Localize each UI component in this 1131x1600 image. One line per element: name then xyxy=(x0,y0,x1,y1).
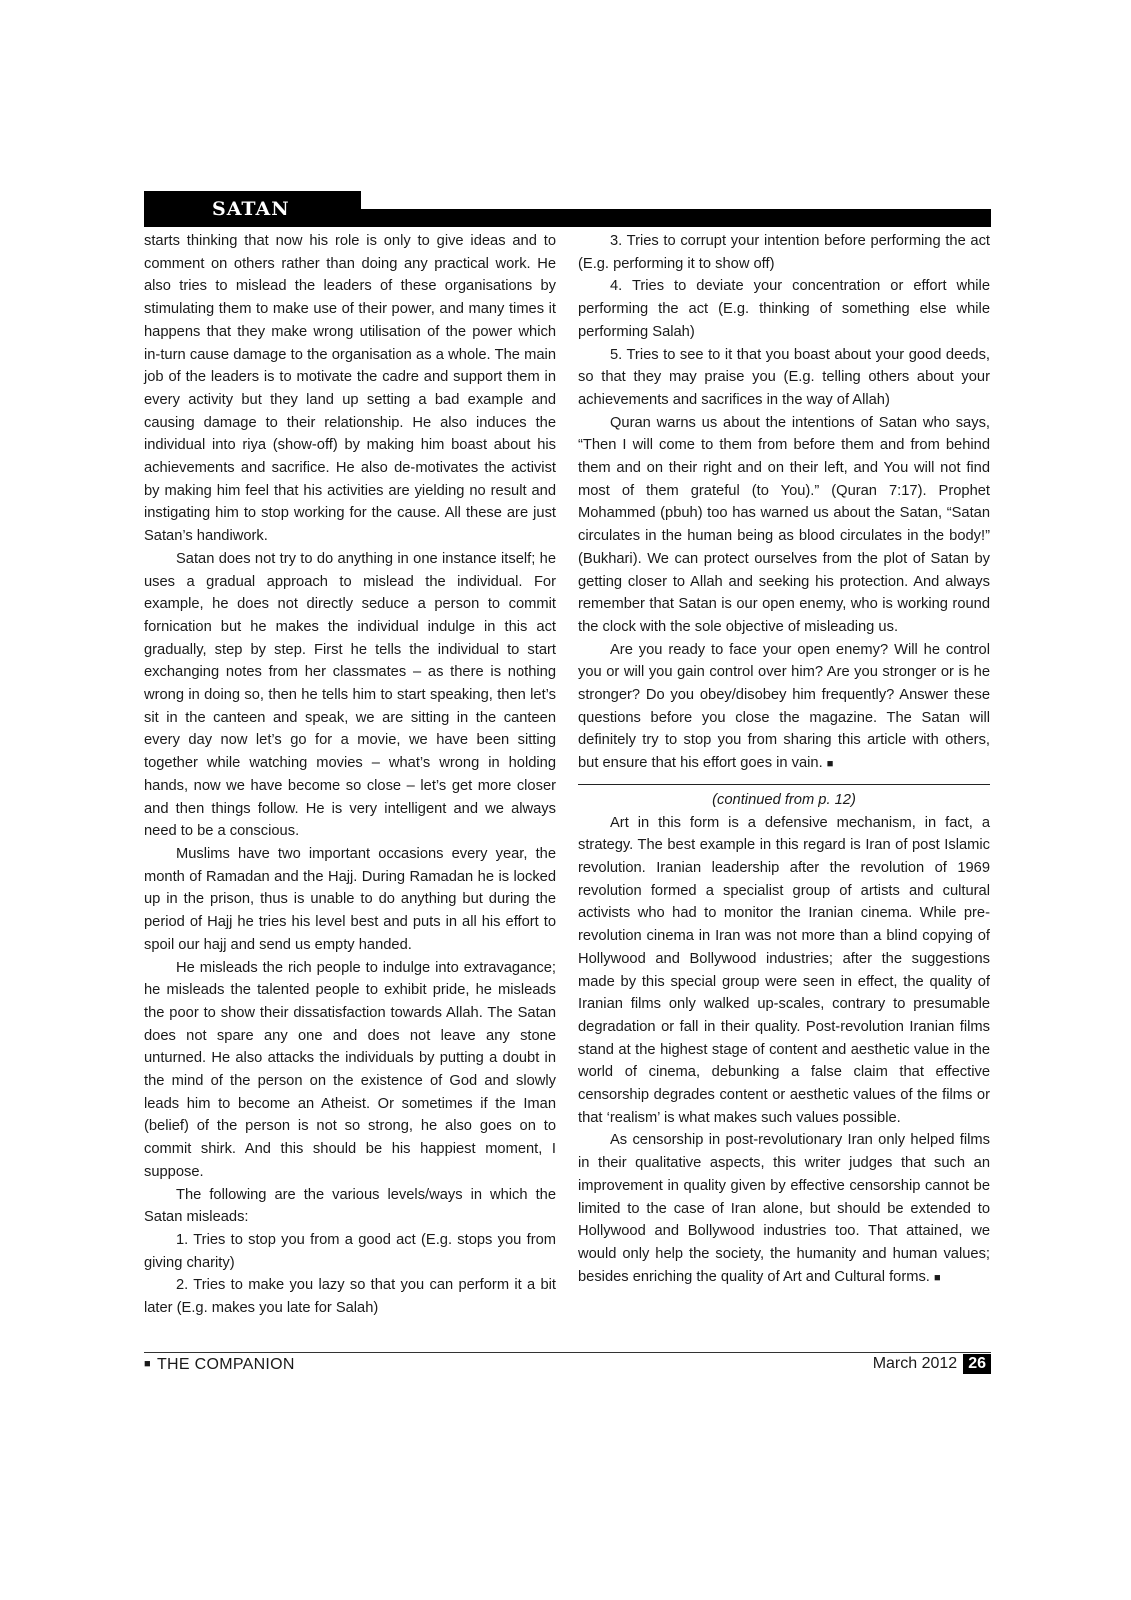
continued-label: (continued from p. 12) xyxy=(712,791,856,808)
section-title: SATAN xyxy=(144,191,361,227)
list-item: 5. Tries to see to it that you boast about your good deeds, so that they may praise you (E.g. telling others about your achievements and sacrifices in the way of Allah) xyxy=(578,346,990,408)
list-item: 3. Tries to corrupt your intention before performing the act (E.g. performing it to show off) xyxy=(578,233,990,272)
paragraph xyxy=(578,1129,990,1289)
paragraph: He misleads the rich people to indulge into extravagance; he misleads the talented people to exhibit pride, he misleads the poor to show their dissatisfaction towards Allah. The Satan does not spare any one and does not leave any stone unturned. He also attacks the individuals by putting a doubt in the mind of the person on the existence of God and slowly leads him to become an Atheist. Or sometimes if the Iman (belief) of the person is not so strong, he also goes on to commit shirk. And this should be his happiest moment, I suppose. xyxy=(144,959,556,1180)
paragraph: Quran warns us about the intentions of Satan who says, “Then I will come to them from before them and from behind them and on their right and on their left, and You will not find most of them grateful (to You).” (Quran 7:17). Prophet Mohammed (pbuh) too has warned us about the Satan, “Satan circulates in the human being as blood circulates in the body!” (Bukhari). We can protect ourselves from the plot of Satan by getting closer to Allah and seeking his protection. And always remember that Satan is our open enemy, who is working round the clock with the sole objective of misleading us. xyxy=(578,414,990,635)
end-mark-icon: ■ xyxy=(933,1271,941,1284)
page-number: 26 xyxy=(963,1354,991,1374)
paragraph-text: As censorship in post-revolutionary Iran only helped films in their qualitative aspects, this writer judges that such an improvement in quality given by effective censorship cannot be limited to the case of Iran alone, but should be extended to Hollywood and Bollywood industries too. That attained, we would only help the society, the humanity and human values; besides enriching the quality of Art and Cultural forms. xyxy=(578,1132,990,1285)
paragraph-text: Are you ready to face your open enemy? Will he control you or will you gain control over him? Are you stronger or is he stronger? Do you obey/disobey him frequently? Answer these questions before you close the magazine. The Satan will definitely try to stop you from sharing this article with others, but ensure that his effort goes in vain. xyxy=(578,641,990,772)
footer-rule xyxy=(144,1352,991,1353)
list-item: 4. Tries to deviate your concentration or effort while performing the act (E.g. thinking of something else while performing Salah) xyxy=(578,278,990,340)
footer-issue xyxy=(873,1354,991,1374)
issue-date: March 2012 xyxy=(872,1355,958,1372)
article-divider xyxy=(578,784,990,785)
list-item: 2. Tries to make you lazy so that you can perform it a bit later (E.g. makes you late for Salah) xyxy=(144,1277,556,1317)
list-item: 1. Tries to stop you from a good act (E.g. stops you from giving charity) xyxy=(144,1231,556,1271)
paragraph: Muslims have two important occasions every year, the month of Ramadan and the Hajj. During Ramadan he is locked up in the prison, thus is unable to do anything but during the period of Hajj he tries his level best and puts in all his effort to spoil our hajj and send us empty handed. xyxy=(144,845,556,953)
right-column xyxy=(578,230,990,1289)
magazine-name: THE COMPANION xyxy=(156,1356,295,1373)
paragraph: The following are the various levels/ways in which the Satan misleads: xyxy=(144,1186,556,1226)
paragraph: starts thinking that now his role is only to give ideas and to comment on others rather than doing any practical work. He also tries to mislead the leaders of these organisations by stimulating them to make use of their power, and many times it happens that they make wrong utilisation of the power which in-turn cause damage to the organisation as a whole. The main job of the leaders is to motivate the cadre and support them in every activity but they land up setting a bad example and causing damage to their relationship. He also induces the individual into riya (show-off) by making him boast about his achievements and sacrifice. He also de-motivates the activist by making him feel that his activities are yielding no result and instigating him to stop working for the cause. All these are just Satan’s handiwork. xyxy=(144,233,556,545)
square-bullet-icon: ■ xyxy=(144,1358,151,1370)
end-mark-icon: ■ xyxy=(826,758,834,771)
paragraph xyxy=(578,639,990,776)
left-column xyxy=(144,230,556,1320)
paragraph: Satan does not try to do anything in one instance itself; he uses a gradual approach to mislead the individual. For example, he does not directly seduce a person to commit fornication but he makes the individual indulge in this act gradually, step by step. First he tells the individual to start exchanging notes from her classmates – as there is nothing wrong in doing so, then he tells him to start speaking, then let’s sit in the canteen and speak, we are sitting in the canteen every day now let’s go for a movie, we have been sitting together while watching movies – what’s wrong in holding hands, now we have become so close – let’s get more closer and then things follow. He is very intelligent and we always need to be a conscious. xyxy=(144,550,556,840)
footer-magazine xyxy=(144,1356,295,1374)
paragraph: Art in this form is a defensive mechanism, in fact, a strategy. The best example in this regard is Iran of post Islamic revolution. Iranian leadership after the revolution of 1969 revolution formed a specialist group of artists and cultural activists who had to monitor the Iranian cinema. While pre-revolution cinema in Iran was not more than a blind copying of Hollywood and Bollywood industries; after the suggestions made by this special group were seen in effect, the quality of Iranian films only walked up-scales, contrary to presumable degradation or fall in their quality. Post-revolution Iranian films stand at the highest stage of content and aesthetic value in the world of cinema, debunking a false claim that effective censorship degrades content or aesthetic values of the films or that ‘realism’ is what makes such values possible. xyxy=(578,814,990,1126)
